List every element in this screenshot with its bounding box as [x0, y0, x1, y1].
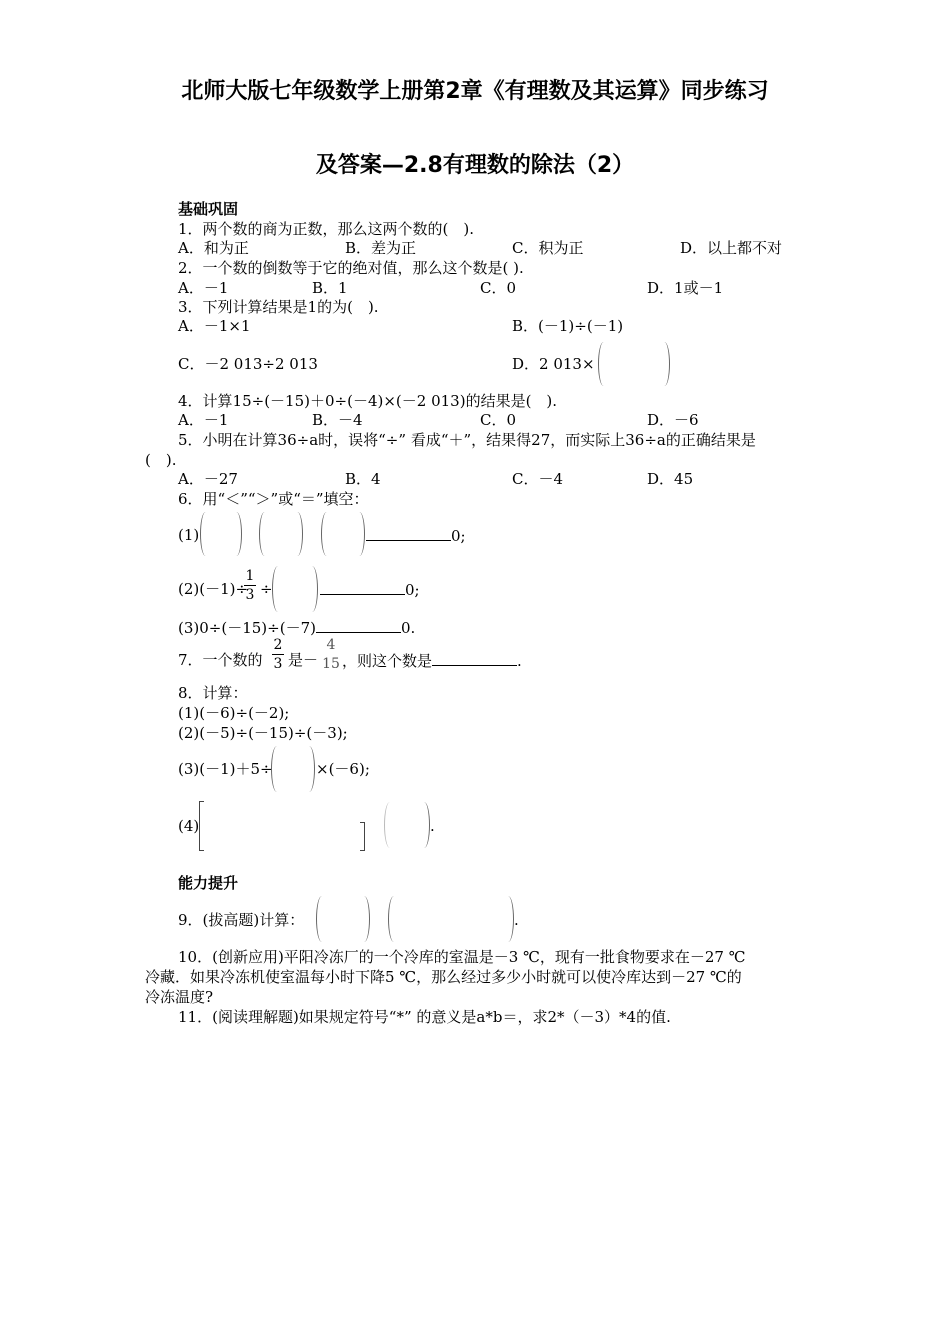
- section-basic: 基础巩固: [178, 200, 239, 218]
- q5-stem: 5．小明在计算36÷a时，误将“÷” 看成“＋”，结果得27，而实际上36÷a的正确结果是: [178, 431, 756, 449]
- paren-placeholder: [316, 896, 370, 942]
- q2-option-d: D．1或－1: [647, 279, 724, 297]
- title-line-2: 及答案—2.8有理数的除法（2）: [315, 153, 635, 178]
- q5-option-d: D．45: [647, 470, 694, 488]
- q7-answer[interactable]: [342, 651, 522, 670]
- denominator: 3: [273, 656, 283, 672]
- q3-stem: 3．下列计算结果是1的为( ).: [178, 298, 379, 316]
- q1-option-c: C．积为正: [512, 239, 584, 257]
- paren-placeholder: [259, 512, 303, 556]
- q1-option-d: D．以上都不对: [680, 239, 783, 257]
- q7-prefix: 7．一个数的: [178, 651, 263, 669]
- q11-stem: 11．(阅读理解题)如果规定符号“*” 的意义是a*b＝，求2*（－3）*4的值.: [178, 1008, 671, 1026]
- fraction: [272, 637, 284, 672]
- q4-option-a: A．－1: [178, 411, 229, 429]
- paren-placeholder: [321, 512, 365, 556]
- q3-option-b: B．(－1)÷(－1): [512, 317, 624, 335]
- numerator: 4: [326, 637, 336, 653]
- q10-line1: 10．(创新应用)平阳冷冻厂的一个冷库的室温是－3 ℃，现有一批食物要求在－27 ℃: [178, 948, 746, 966]
- fraction: [244, 568, 256, 603]
- q6-part3-end: 0.: [400, 619, 416, 637]
- q9-end: .: [514, 911, 519, 929]
- q6-part1-answer[interactable]: [366, 526, 466, 545]
- q10-line3: 冷冻温度?: [145, 988, 214, 1006]
- q1-stem: 1．两个数的商为正数，那么这两个数的( ).: [178, 220, 475, 238]
- q8-part1: (1)(－6)÷(－2);: [178, 704, 290, 722]
- q2-option-c: C．0: [480, 279, 517, 297]
- denominator: 15: [322, 656, 340, 672]
- paren-placeholder: [200, 512, 242, 556]
- fraction: [322, 637, 340, 672]
- q4-option-c: C．0: [480, 411, 517, 429]
- q8-stem: 8．计算：: [178, 684, 248, 702]
- q2-option-b: B．1: [312, 279, 348, 297]
- numerator: 1: [245, 568, 255, 584]
- q7-end: .: [517, 652, 522, 670]
- q4-stem: 4．计算15÷(－15)＋0÷(－4)×(－2 013)的结果是( ).: [178, 392, 558, 410]
- denominator: 3: [245, 587, 255, 603]
- q8-part3b: ×(－6);: [316, 760, 370, 778]
- paren-placeholder: [384, 802, 430, 848]
- q3-option-c: C．－2 013÷2 013: [178, 355, 318, 373]
- section-advanced: 能力提升: [178, 874, 239, 892]
- bracket-left: [199, 801, 204, 851]
- numerator: 2: [273, 637, 283, 653]
- paren-placeholder: [598, 342, 670, 386]
- paren-placeholder: [271, 746, 315, 792]
- q8-part2: (2)(－5)÷(－15)÷(－3);: [178, 724, 348, 742]
- q6-part2-label: (2)(－1)÷: [178, 580, 249, 598]
- q6-stem: 6．用“＜”“＞”或“＝”填空：: [178, 490, 369, 508]
- title-line-1: 北师大版七年级数学上册第2章《有理数及其运算》同步练习: [181, 79, 769, 104]
- q5-option-c: C．－4: [512, 470, 564, 488]
- q6-part3-label: (3)0÷(－15)÷(－7): [178, 619, 316, 637]
- q6-part1-label: (1): [178, 526, 200, 544]
- q6-part3[interactable]: [178, 618, 415, 637]
- q8-part4-label: (4): [178, 817, 200, 835]
- paren-placeholder: [388, 896, 514, 942]
- q7-mid: 是－: [288, 651, 319, 669]
- q5-option-a: A．－27: [178, 470, 238, 488]
- q4-option-d: D．－6: [647, 411, 699, 429]
- paren-placeholder: [272, 566, 318, 612]
- q3-option-a: A．－1×1: [178, 317, 251, 335]
- q7-suffix: ，则这个数是: [342, 652, 433, 670]
- q6-part1-end: 0;: [451, 527, 466, 545]
- q5-stem-cont: ( ).: [145, 451, 177, 469]
- q6-part2-end: 0;: [405, 581, 420, 599]
- q3-option-d: D．2 013×: [512, 355, 595, 373]
- q1-option-a: A．和为正: [178, 239, 249, 257]
- q6-part2-answer[interactable]: [320, 580, 420, 599]
- q1-option-b: B．差为正: [345, 239, 417, 257]
- q10-line2: 冷藏．如果冷冻机使室温每小时下降5 ℃，那么经过多少小时就可以使冷库达到－27 ℃的: [145, 968, 742, 986]
- q8-part4-end: .: [430, 817, 435, 835]
- bracket-right: [360, 822, 365, 851]
- q4-option-b: B．－4: [312, 411, 363, 429]
- q2-stem: 2．一个数的倒数等于它的绝对值，那么这个数是( ).: [178, 259, 524, 277]
- q8-part3a: (3)(－1)＋5÷: [178, 760, 273, 778]
- q6-part2-div: ÷: [260, 580, 273, 598]
- q9-stem: 9．(拔高题)计算：: [178, 911, 305, 929]
- q5-option-b: B．4: [345, 470, 381, 488]
- q2-option-a: A．－1: [178, 279, 229, 297]
